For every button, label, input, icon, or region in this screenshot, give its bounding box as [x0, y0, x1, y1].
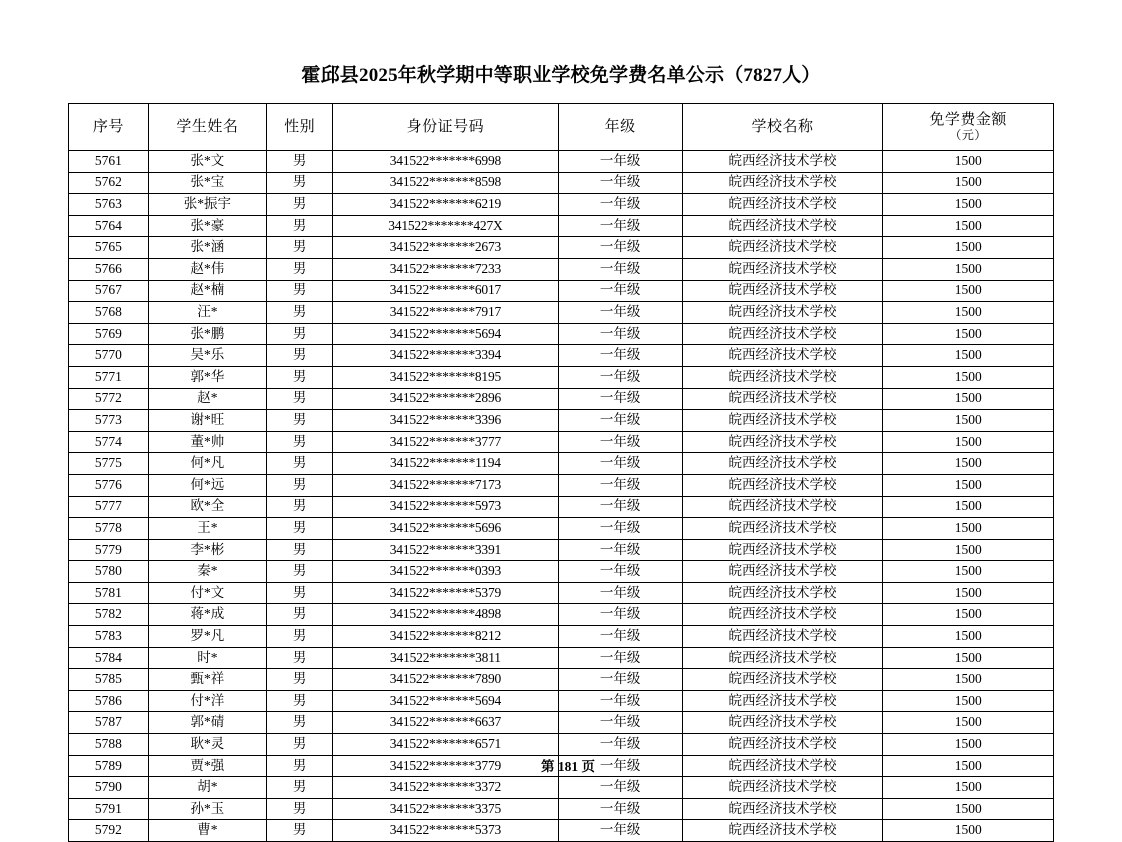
cell-grade: 一年级: [558, 734, 682, 756]
cell-amount: 1500: [883, 647, 1054, 669]
cell-id: 341522*******1194: [333, 453, 559, 475]
cell-name: 孙*玉: [148, 798, 266, 820]
table-row: [69, 496, 1054, 518]
cell-sex: 男: [267, 798, 333, 820]
cell-index: 5764: [69, 215, 149, 237]
cell-index: 5762: [69, 172, 149, 194]
column-header-school: 学校名称: [682, 104, 883, 151]
cell-name: 蒋*成: [148, 604, 266, 626]
cell-sex: 男: [267, 755, 333, 777]
cell-index: 5780: [69, 561, 149, 583]
cell-grade: 一年级: [558, 669, 682, 691]
cell-amount: 1500: [883, 777, 1054, 799]
cell-sex: 男: [267, 604, 333, 626]
cell-id: 341522*******6017: [333, 280, 559, 302]
cell-id: 341522*******6571: [333, 734, 559, 756]
cell-amount: 1500: [883, 496, 1054, 518]
cell-grade: 一年级: [558, 474, 682, 496]
cell-school: 皖西经济技术学校: [682, 237, 883, 259]
cell-sex: 男: [267, 280, 333, 302]
cell-amount: 1500: [883, 215, 1054, 237]
cell-id: 341522*******8195: [333, 366, 559, 388]
cell-school: 皖西经济技术学校: [682, 518, 883, 540]
cell-amount: 1500: [883, 820, 1054, 842]
cell-index: 5791: [69, 798, 149, 820]
cell-amount: 1500: [883, 388, 1054, 410]
cell-id: 341522*******5694: [333, 690, 559, 712]
cell-index: 5769: [69, 323, 149, 345]
cell-amount: 1500: [883, 604, 1054, 626]
cell-grade: 一年级: [558, 345, 682, 367]
table-row: [69, 280, 1054, 302]
page-footer: [0, 755, 1122, 775]
cell-amount: 1500: [883, 561, 1054, 583]
cell-index: 5788: [69, 734, 149, 756]
cell-name: 张*涵: [148, 237, 266, 259]
cell-grade: 一年级: [558, 258, 682, 280]
cell-id: 341522*******427X: [333, 215, 559, 237]
cell-grade: 一年级: [558, 518, 682, 540]
table-row: [69, 453, 1054, 475]
cell-sex: 男: [267, 151, 333, 173]
cell-index: 5765: [69, 237, 149, 259]
cell-amount: 1500: [883, 410, 1054, 432]
roster-table: [68, 103, 1054, 842]
cell-grade: 一年级: [558, 604, 682, 626]
cell-name: 曹*: [148, 820, 266, 842]
table-row: [69, 647, 1054, 669]
page-title: 霍邱县2025年秋学期中等职业学校免学费名单公示（7827人）: [301, 65, 821, 86]
cell-id: 341522*******5373: [333, 820, 559, 842]
table-row: [69, 777, 1054, 799]
cell-index: 5761: [69, 151, 149, 173]
cell-school: 皖西经济技术学校: [682, 561, 883, 583]
cell-amount: 1500: [883, 690, 1054, 712]
cell-index: 5775: [69, 453, 149, 475]
cell-amount: 1500: [883, 474, 1054, 496]
cell-index: 5772: [69, 388, 149, 410]
cell-school: 皖西经济技术学校: [682, 777, 883, 799]
cell-name: 郭*华: [148, 366, 266, 388]
cell-school: 皖西经济技术学校: [682, 474, 883, 496]
page-number: 第 181 页: [541, 759, 595, 774]
cell-id: 341522*******5379: [333, 582, 559, 604]
cell-amount: 1500: [883, 734, 1054, 756]
column-header-amount: [883, 104, 1054, 151]
cell-grade: 一年级: [558, 496, 682, 518]
table-row: [69, 690, 1054, 712]
table-row: [69, 712, 1054, 734]
cell-amount: 1500: [883, 237, 1054, 259]
table-row: [69, 626, 1054, 648]
table-row: [69, 734, 1054, 756]
cell-name: 吴*乐: [148, 345, 266, 367]
cell-sex: 男: [267, 302, 333, 324]
cell-index: 5778: [69, 518, 149, 540]
cell-id: 341522*******7890: [333, 669, 559, 691]
cell-school: 皖西经济技术学校: [682, 496, 883, 518]
cell-amount: 1500: [883, 518, 1054, 540]
table-row: [69, 582, 1054, 604]
cell-amount: 1500: [883, 302, 1054, 324]
cell-name: 汪*: [148, 302, 266, 324]
cell-amount: 1500: [883, 258, 1054, 280]
cell-sex: 男: [267, 410, 333, 432]
cell-name: 罗*凡: [148, 626, 266, 648]
table-row: [69, 604, 1054, 626]
cell-name: 胡*: [148, 777, 266, 799]
cell-grade: 一年级: [558, 172, 682, 194]
cell-school: 皖西经济技术学校: [682, 755, 883, 777]
cell-id: 341522*******3372: [333, 777, 559, 799]
cell-name: 贾*强: [148, 755, 266, 777]
cell-name: 王*: [148, 518, 266, 540]
cell-id: 341522*******3777: [333, 431, 559, 453]
cell-school: 皖西经济技术学校: [682, 669, 883, 691]
cell-school: 皖西经济技术学校: [682, 582, 883, 604]
cell-index: 5779: [69, 539, 149, 561]
cell-id: 341522*******5694: [333, 323, 559, 345]
cell-name: 赵*: [148, 388, 266, 410]
cell-index: 5786: [69, 690, 149, 712]
table-row: [69, 669, 1054, 691]
cell-sex: 男: [267, 172, 333, 194]
cell-school: 皖西经济技术学校: [682, 151, 883, 173]
cell-id: 341522*******7173: [333, 474, 559, 496]
cell-school: 皖西经济技术学校: [682, 366, 883, 388]
cell-name: 甄*祥: [148, 669, 266, 691]
cell-name: 张*振宇: [148, 194, 266, 216]
cell-id: 341522*******4898: [333, 604, 559, 626]
cell-id: 341522*******8212: [333, 626, 559, 648]
table-row: [69, 539, 1054, 561]
cell-amount: 1500: [883, 453, 1054, 475]
column-header-id-number: 身份证号码: [333, 104, 559, 151]
table-row: [69, 215, 1054, 237]
cell-name: 张*宝: [148, 172, 266, 194]
cell-id: 341522*******3375: [333, 798, 559, 820]
table-row: [69, 258, 1054, 280]
cell-sex: 男: [267, 237, 333, 259]
cell-index: 5785: [69, 669, 149, 691]
cell-grade: 一年级: [558, 215, 682, 237]
cell-name: 赵*伟: [148, 258, 266, 280]
cell-grade: 一年级: [558, 561, 682, 583]
cell-grade: 一年级: [558, 712, 682, 734]
cell-sex: 男: [267, 734, 333, 756]
cell-grade: 一年级: [558, 647, 682, 669]
cell-index: 5784: [69, 647, 149, 669]
cell-amount: 1500: [883, 626, 1054, 648]
cell-name: 欧*全: [148, 496, 266, 518]
cell-school: 皖西经济技术学校: [682, 712, 883, 734]
column-header-sex: 性别: [267, 104, 333, 151]
cell-amount: 1500: [883, 712, 1054, 734]
cell-amount: 1500: [883, 798, 1054, 820]
cell-grade: 一年级: [558, 237, 682, 259]
cell-grade: 一年级: [558, 194, 682, 216]
cell-grade: 一年级: [558, 410, 682, 432]
cell-school: 皖西经济技术学校: [682, 431, 883, 453]
cell-sex: 男: [267, 474, 333, 496]
table-row: [69, 302, 1054, 324]
cell-amount: 1500: [883, 539, 1054, 561]
cell-id: 341522*******0393: [333, 561, 559, 583]
cell-sex: 男: [267, 561, 333, 583]
cell-index: 5792: [69, 820, 149, 842]
cell-amount: 1500: [883, 194, 1054, 216]
cell-grade: 一年级: [558, 820, 682, 842]
cell-index: 5774: [69, 431, 149, 453]
cell-school: 皖西经济技术学校: [682, 820, 883, 842]
table-row: [69, 237, 1054, 259]
table-row: [69, 151, 1054, 173]
cell-grade: 一年级: [558, 539, 682, 561]
cell-school: 皖西经济技术学校: [682, 215, 883, 237]
table-row: [69, 561, 1054, 583]
table-row: [69, 194, 1054, 216]
cell-id: 341522*******5973: [333, 496, 559, 518]
table-row: [69, 798, 1054, 820]
cell-amount: 1500: [883, 323, 1054, 345]
cell-id: 341522*******7917: [333, 302, 559, 324]
cell-name: 李*彬: [148, 539, 266, 561]
cell-school: 皖西经济技术学校: [682, 194, 883, 216]
cell-id: 341522*******6998: [333, 151, 559, 173]
cell-index: 5768: [69, 302, 149, 324]
cell-sex: 男: [267, 431, 333, 453]
cell-index: 5782: [69, 604, 149, 626]
cell-id: 341522*******3779: [333, 755, 559, 777]
cell-school: 皖西经济技术学校: [682, 798, 883, 820]
cell-id: 341522*******6219: [333, 194, 559, 216]
cell-grade: 一年级: [558, 777, 682, 799]
cell-school: 皖西经济技术学校: [682, 280, 883, 302]
table-row: [69, 410, 1054, 432]
cell-school: 皖西经济技术学校: [682, 410, 883, 432]
cell-grade: 一年级: [558, 755, 682, 777]
cell-name: 张*鹏: [148, 323, 266, 345]
table-row: [69, 388, 1054, 410]
cell-sex: 男: [267, 777, 333, 799]
cell-amount: 1500: [883, 151, 1054, 173]
cell-grade: 一年级: [558, 280, 682, 302]
cell-sex: 男: [267, 496, 333, 518]
cell-sex: 男: [267, 345, 333, 367]
cell-name: 何*凡: [148, 453, 266, 475]
cell-id: 341522*******6637: [333, 712, 559, 734]
cell-sex: 男: [267, 669, 333, 691]
cell-school: 皖西经济技术学校: [682, 453, 883, 475]
cell-index: 5789: [69, 755, 149, 777]
table-row: [69, 345, 1054, 367]
table-header-row: [69, 104, 1054, 151]
cell-index: 5777: [69, 496, 149, 518]
cell-amount: 1500: [883, 755, 1054, 777]
cell-sex: 男: [267, 820, 333, 842]
cell-name: 付*洋: [148, 690, 266, 712]
cell-name: 赵*楠: [148, 280, 266, 302]
cell-id: 341522*******2896: [333, 388, 559, 410]
cell-index: 5771: [69, 366, 149, 388]
cell-sex: 男: [267, 539, 333, 561]
table-row: [69, 323, 1054, 345]
cell-sex: 男: [267, 690, 333, 712]
cell-sex: 男: [267, 194, 333, 216]
cell-index: 5783: [69, 626, 149, 648]
cell-index: 5781: [69, 582, 149, 604]
cell-amount: 1500: [883, 669, 1054, 691]
column-header-amount-main: 免学费金额: [929, 112, 1007, 129]
cell-grade: 一年级: [558, 453, 682, 475]
cell-id: 341522*******3811: [333, 647, 559, 669]
cell-school: 皖西经济技术学校: [682, 172, 883, 194]
cell-grade: 一年级: [558, 582, 682, 604]
cell-grade: 一年级: [558, 626, 682, 648]
column-header-amount-unit: （元）: [949, 127, 987, 142]
cell-index: 5787: [69, 712, 149, 734]
cell-amount: 1500: [883, 582, 1054, 604]
cell-index: 5766: [69, 258, 149, 280]
cell-amount: 1500: [883, 366, 1054, 388]
cell-id: 341522*******8598: [333, 172, 559, 194]
cell-sex: 男: [267, 215, 333, 237]
cell-school: 皖西经济技术学校: [682, 258, 883, 280]
cell-id: 341522*******3394: [333, 345, 559, 367]
table-row: [69, 431, 1054, 453]
table-row: [69, 172, 1054, 194]
cell-grade: 一年级: [558, 302, 682, 324]
cell-name: 付*文: [148, 582, 266, 604]
cell-school: 皖西经济技术学校: [682, 604, 883, 626]
cell-name: 时*: [148, 647, 266, 669]
table-header: [69, 104, 1054, 151]
cell-grade: 一年级: [558, 798, 682, 820]
cell-sex: 男: [267, 366, 333, 388]
cell-id: 341522*******5696: [333, 518, 559, 540]
cell-index: 5770: [69, 345, 149, 367]
cell-sex: 男: [267, 518, 333, 540]
cell-index: 5767: [69, 280, 149, 302]
cell-school: 皖西经济技术学校: [682, 388, 883, 410]
cell-name: 秦*: [148, 561, 266, 583]
cell-id: 341522*******3391: [333, 539, 559, 561]
cell-sex: 男: [267, 626, 333, 648]
cell-id: 341522*******2673: [333, 237, 559, 259]
cell-name: 耿*灵: [148, 734, 266, 756]
cell-amount: 1500: [883, 172, 1054, 194]
table-row: [69, 474, 1054, 496]
table-row: [69, 820, 1054, 842]
cell-amount: 1500: [883, 280, 1054, 302]
cell-grade: 一年级: [558, 151, 682, 173]
cell-amount: 1500: [883, 431, 1054, 453]
cell-school: 皖西经济技术学校: [682, 690, 883, 712]
cell-index: 5790: [69, 777, 149, 799]
cell-index: 5773: [69, 410, 149, 432]
cell-school: 皖西经济技术学校: [682, 345, 883, 367]
cell-school: 皖西经济技术学校: [682, 626, 883, 648]
cell-amount: 1500: [883, 345, 1054, 367]
cell-name: 何*远: [148, 474, 266, 496]
column-header-index: 序号: [69, 104, 149, 151]
table-row: [69, 518, 1054, 540]
cell-grade: 一年级: [558, 366, 682, 388]
cell-name: 董*帅: [148, 431, 266, 453]
cell-grade: 一年级: [558, 388, 682, 410]
cell-name: 郭*碃: [148, 712, 266, 734]
cell-id: 341522*******3396: [333, 410, 559, 432]
cell-index: 5776: [69, 474, 149, 496]
column-header-name: 学生姓名: [148, 104, 266, 151]
table-body: [69, 151, 1054, 842]
cell-grade: 一年级: [558, 690, 682, 712]
cell-index: 5763: [69, 194, 149, 216]
cell-sex: 男: [267, 388, 333, 410]
cell-id: 341522*******7233: [333, 258, 559, 280]
cell-grade: 一年级: [558, 431, 682, 453]
cell-sex: 男: [267, 453, 333, 475]
cell-name: 谢*旺: [148, 410, 266, 432]
cell-name: 张*文: [148, 151, 266, 173]
cell-sex: 男: [267, 647, 333, 669]
table-row: [69, 366, 1054, 388]
column-header-grade: 年级: [558, 104, 682, 151]
cell-school: 皖西经济技术学校: [682, 647, 883, 669]
cell-school: 皖西经济技术学校: [682, 302, 883, 324]
cell-name: 张*豪: [148, 215, 266, 237]
cell-school: 皖西经济技术学校: [682, 539, 883, 561]
cell-sex: 男: [267, 582, 333, 604]
cell-sex: 男: [267, 323, 333, 345]
cell-school: 皖西经济技术学校: [682, 323, 883, 345]
cell-sex: 男: [267, 258, 333, 280]
cell-sex: 男: [267, 712, 333, 734]
roster-table-container: [68, 103, 1054, 842]
cell-grade: 一年级: [558, 323, 682, 345]
cell-school: 皖西经济技术学校: [682, 734, 883, 756]
